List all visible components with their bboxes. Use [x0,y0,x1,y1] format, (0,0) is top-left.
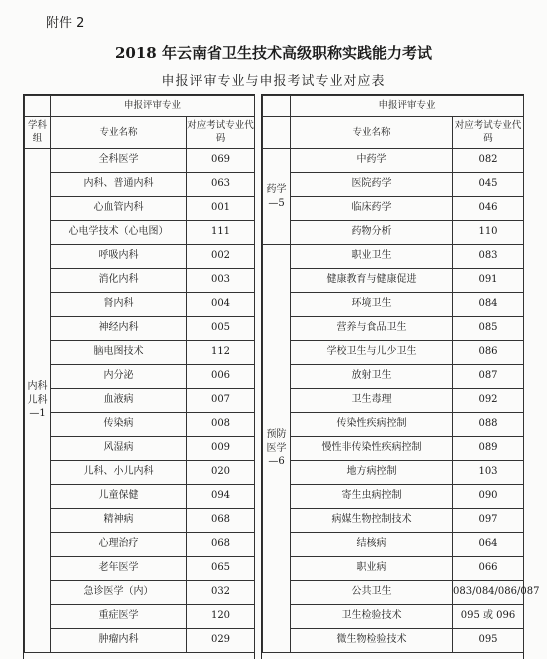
table-row [25,509,255,533]
table-row [263,437,524,461]
table-row [263,413,524,437]
exam-code: 045 [453,173,524,197]
major-name: 肿瘤内科 [51,629,187,653]
table-row [25,149,255,173]
exam-code: 005 [187,317,255,341]
major-name: 儿科、小儿内科 [51,461,187,485]
major-name: 卫生毒理 [291,389,453,413]
exam-code: 068 [187,533,255,557]
table-row [263,533,524,557]
major-name: 血液病 [51,389,187,413]
right-group-title: 申报评审专业 [291,96,524,117]
table-row [25,485,255,509]
exam-code: 091 [453,269,524,293]
major-name: 精神病 [51,509,187,533]
table-row [25,581,255,605]
left-table [24,95,255,653]
major-name: 慢性非传染性疾病控制 [291,437,453,461]
exam-code: 085 [453,317,524,341]
table-row [263,389,524,413]
exam-code: 082 [453,149,524,173]
major-name: 心血管内科 [51,197,187,221]
major-name: 中药学 [291,149,453,173]
major-name: 结核病 [291,533,453,557]
header-code: 对应考试专业代码 [453,117,524,149]
major-name: 卫生检验技术 [291,605,453,629]
exam-code: 064 [453,533,524,557]
table-row [263,461,524,485]
exam-code: 095 [453,629,524,653]
exam-code: 089 [453,437,524,461]
major-name: 微生物检验技术 [291,629,453,653]
table-row [263,557,524,581]
exam-code: 092 [453,389,524,413]
table-row [263,581,524,605]
group-label: 药学—5 [263,149,291,245]
table-row [263,149,524,173]
group-label: 预防医学—6 [263,245,291,653]
table-row [263,221,524,245]
exam-code: 008 [187,413,255,437]
page-title: 2018 年云南省卫生技术高级职称实践能力考试 [115,44,432,62]
table-row [25,341,255,365]
table-row [25,293,255,317]
exam-code: 110 [453,221,524,245]
table-row [25,461,255,485]
table-row [263,509,524,533]
major-name: 老年医学 [51,557,187,581]
exam-code: 002 [187,245,255,269]
major-name: 消化内科 [51,269,187,293]
table-row [263,173,524,197]
exam-code: 090 [453,485,524,509]
table-row [263,269,524,293]
major-name: 职业病 [291,557,453,581]
major-name: 心电学技术（心电图） [51,221,187,245]
exam-code: 046 [453,197,524,221]
major-name: 内科、普通内科 [51,173,187,197]
major-name: 公共卫生 [291,581,453,605]
exam-code: 088 [453,413,524,437]
table-row [25,221,255,245]
major-name: 职业卫生 [291,245,453,269]
table-row [25,557,255,581]
table-row [263,293,524,317]
right-table-container [261,94,540,659]
major-name: 内分泌 [51,365,187,389]
table-row [263,485,524,509]
major-name: 传染性疾病控制 [291,413,453,437]
table-row [25,317,255,341]
exam-code: 083 [453,245,524,269]
table-row [25,629,255,653]
exam-code: 006 [187,365,255,389]
major-name: 环境卫生 [291,293,453,317]
major-name: 健康教育与健康促进 [291,269,453,293]
exam-code: 020 [187,461,255,485]
exam-code: 094 [187,485,255,509]
exam-code: 065 [187,557,255,581]
major-name: 风湿病 [51,437,187,461]
major-name: 传染病 [51,413,187,437]
table-row [263,197,524,221]
header-name: 专业名称 [291,117,453,149]
header-name: 专业名称 [51,117,187,149]
major-name: 神经内科 [51,317,187,341]
exam-code: 007 [187,389,255,413]
exam-code: 112 [187,341,255,365]
table-row [25,389,255,413]
table-row [263,317,524,341]
exam-code: 084 [453,293,524,317]
header-code: 对应考试专业代码 [187,117,255,149]
left-table-container [23,94,255,659]
exam-code: 111 [187,221,255,245]
exam-code: 095 或 096 [453,605,524,629]
page-subtitle: 申报评审专业与申报考试专业对应表 [161,74,386,89]
major-name: 急诊医学（内） [51,581,187,605]
exam-code: 003 [187,269,255,293]
exam-code: 066 [453,557,524,581]
major-name: 地方病控制 [291,461,453,485]
major-name: 学校卫生与儿少卫生 [291,341,453,365]
table-row [25,197,255,221]
major-name: 寄生虫病控制 [291,485,453,509]
major-name: 心理治疗 [51,533,187,557]
header-group: 学科组 [25,117,51,149]
major-name: 临床药学 [291,197,453,221]
exam-code: 009 [187,437,255,461]
major-name: 儿童保健 [51,485,187,509]
group-label: 内科儿科—1 [25,149,51,653]
exam-code: 097 [453,509,524,533]
table-row [263,365,524,389]
table-row [25,605,255,629]
exam-code: 032 [187,581,255,605]
exam-code: 069 [187,149,255,173]
exam-code: 087 [453,365,524,389]
attachment-label: 附件 2 [46,16,85,31]
major-name: 营养与食品卫生 [291,317,453,341]
header-group-empty [263,117,291,149]
exam-code: 083/084/086/087 [453,581,524,605]
major-name: 放射卫生 [291,365,453,389]
right-table [262,95,540,653]
major-name: 呼吸内科 [51,245,187,269]
table-row [25,533,255,557]
table-row [25,413,255,437]
table-row [25,365,255,389]
table-row [263,605,524,629]
left-group-title: 申报评审专业 [51,96,255,117]
table-row [25,173,255,197]
exam-code: 120 [187,605,255,629]
major-name: 病媒生物控制技术 [291,509,453,533]
major-name: 医院药学 [291,173,453,197]
exam-code: 068 [187,509,255,533]
table-row [25,437,255,461]
table-row [263,245,524,269]
exam-code: 001 [187,197,255,221]
major-name: 重症医学 [51,605,187,629]
exam-code: 063 [187,173,255,197]
table-row [25,245,255,269]
exam-code: 029 [187,629,255,653]
table-row [25,269,255,293]
exam-code: 004 [187,293,255,317]
table-row [263,629,524,653]
major-name: 全科医学 [51,149,187,173]
major-name: 肾内科 [51,293,187,317]
major-name: 脑电图技术 [51,341,187,365]
major-name: 药物分析 [291,221,453,245]
exam-code: 103 [453,461,524,485]
table-row [263,341,524,365]
exam-code: 086 [453,341,524,365]
